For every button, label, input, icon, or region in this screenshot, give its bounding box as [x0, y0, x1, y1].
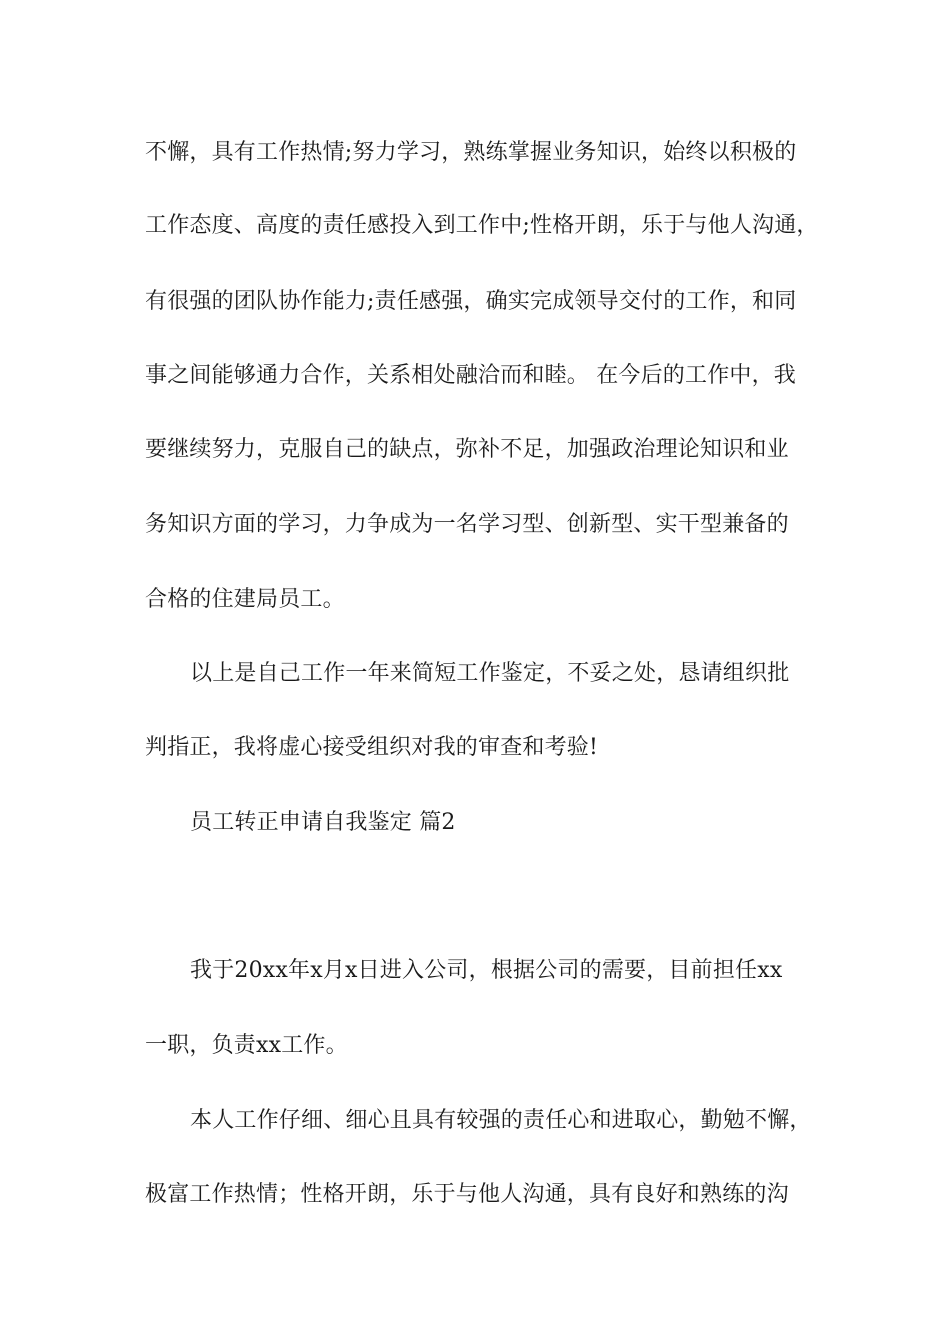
text-line: 事之间能够通力合作，关系相处融洽而和睦。 在今后的工作中，我	[145, 363, 796, 388]
section-heading: 员工转正申请自我鉴定 篇2	[190, 810, 456, 835]
text-line: 判指正，我将虚心接受组织对我的审查和考验!	[145, 735, 599, 760]
text-line: 一职，负责xx工作。	[145, 1033, 348, 1058]
text-line: 要继续努力，克服自己的缺点，弥补不足，加强政治理论知识和业	[145, 437, 789, 462]
text-line: 极富工作热情；性格开朗，乐于与他人沟通，具有良好和熟练的沟	[145, 1182, 789, 1207]
paragraph-first-line: 以上是自己工作一年来简短工作鉴定，不妥之处，恳请组织批	[190, 661, 790, 686]
paragraph-first-line: 本人工作仔细、细心且具有较强的责任心和进取心，勤勉不懈，	[190, 1108, 812, 1133]
text-line: 合格的住建局员工。	[145, 587, 345, 612]
text-line: 务知识方面的学习，力争成为一名学习型、创新型、实干型兼备的	[145, 512, 789, 537]
text-line: 工作态度、高度的责任感投入到工作中;性格开朗，乐于与他人沟通，	[145, 213, 819, 238]
text-line: 有很强的团队协作能力;责任感强，确实完成领导交付的工作，和同	[145, 289, 797, 314]
text-line: 不懈，具有工作热情;努力学习，熟练掌握业务知识，始终以积极的	[145, 140, 797, 165]
paragraph-first-line: 我于20xx年x月x日进入公司，根据公司的需要，目前担任xx	[190, 958, 783, 983]
